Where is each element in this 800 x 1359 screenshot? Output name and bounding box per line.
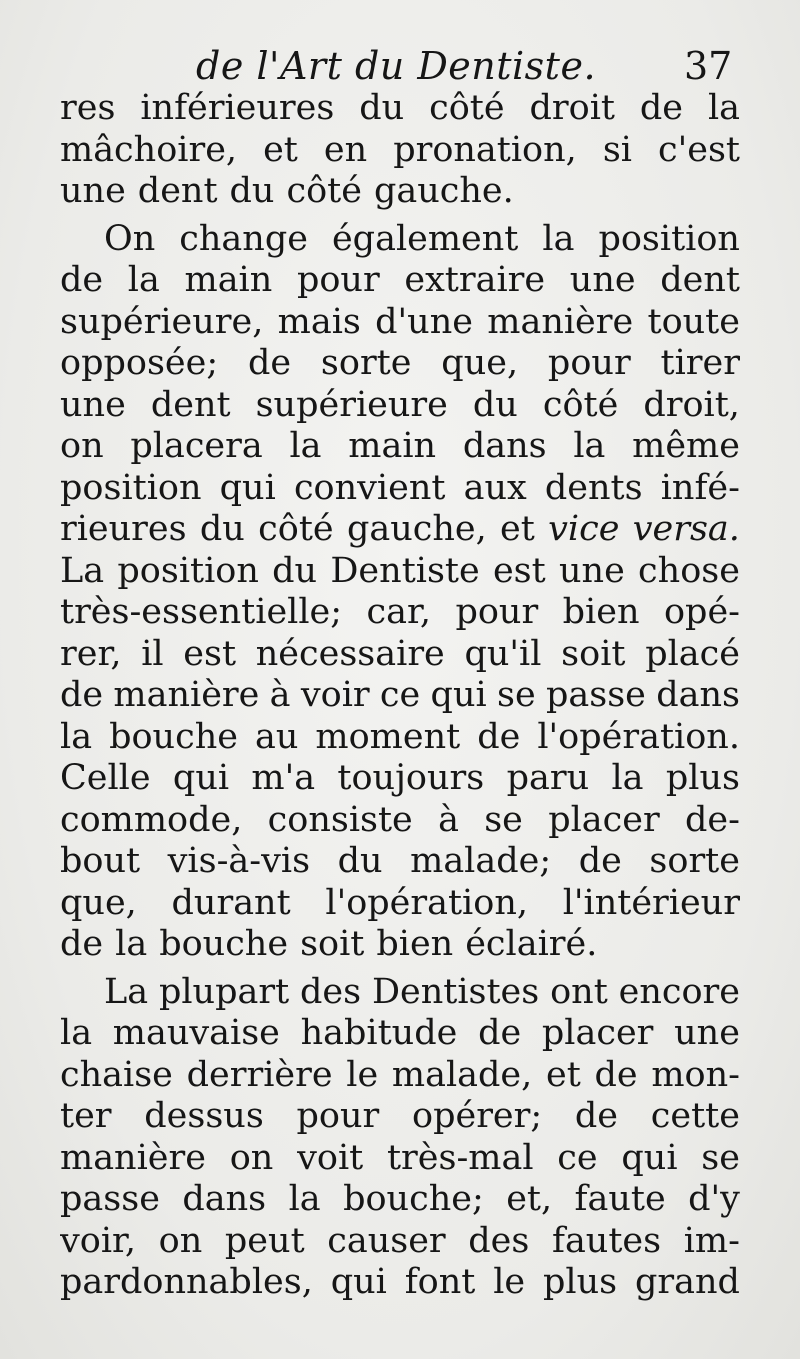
text-line: la bouche au moment de l'opération.: [60, 716, 740, 757]
text-line: une dent du côté gauche.: [60, 171, 514, 211]
text-line: de manière à voir ce qui se passe dans: [60, 675, 740, 715]
text-line: position qui convient aux dents infé-: [60, 467, 740, 508]
text-line: manière on voit très-mal ce qui se: [60, 1137, 740, 1178]
text-line: rieures du côté gauche, et vice versa.: [60, 509, 740, 549]
text-line: rer, il est nécessaire qu'il soit placé: [60, 633, 740, 674]
text-line: la mauvaise habitude de placer une: [60, 1013, 740, 1053]
paragraph: [60, 88, 740, 213]
text-line: ter dessus pour opérer; de cette: [60, 1096, 740, 1136]
text-line: On change également la position: [104, 218, 740, 259]
text-line: La position du Dentiste est une chose: [60, 550, 740, 591]
text-line: de la bouche soit bien éclairé.: [60, 924, 598, 964]
paragraph: [60, 219, 740, 966]
text-line: passe dans la bouche; et, faute d'y: [60, 1179, 740, 1219]
text-line: opposée; de sorte que, pour tirer: [60, 343, 740, 383]
text-line: de la main pour extraire une dent: [60, 260, 740, 300]
text-line: voir, on peut causer des fautes im-: [60, 1220, 740, 1261]
page-number: 37: [684, 44, 733, 88]
text-line: on placera la main dans la même: [60, 426, 740, 466]
paragraph: [60, 972, 740, 1304]
text-line: commode, consiste à se placer de-: [60, 799, 740, 840]
text-line: supérieure, mais d'une manière toute: [60, 301, 740, 342]
running-title: de l'Art du Dentiste.: [196, 44, 597, 88]
text-line: res inférieures du côté droit de la: [60, 88, 740, 128]
text-line: une dent supérieure du côté droit,: [60, 384, 740, 425]
text-line: très-essentielle; car, pour bien opé-: [60, 592, 740, 632]
text-line: Celle qui m'a toujours paru la plus: [60, 758, 740, 798]
text-line: chaise derrière le malade, et de mon-: [60, 1054, 740, 1095]
body-text: [60, 88, 740, 1304]
text-line: La plupart des Dentistes ont encore: [104, 971, 740, 1012]
text-line: mâchoire, et en pronation, si c'est: [60, 129, 740, 170]
text-line: bout vis-à-vis du malade; de sorte: [60, 841, 740, 881]
text-line: que, durant l'opération, l'intérieur: [60, 882, 740, 923]
text-line: pardonnables, qui font le plus grand: [60, 1262, 740, 1302]
